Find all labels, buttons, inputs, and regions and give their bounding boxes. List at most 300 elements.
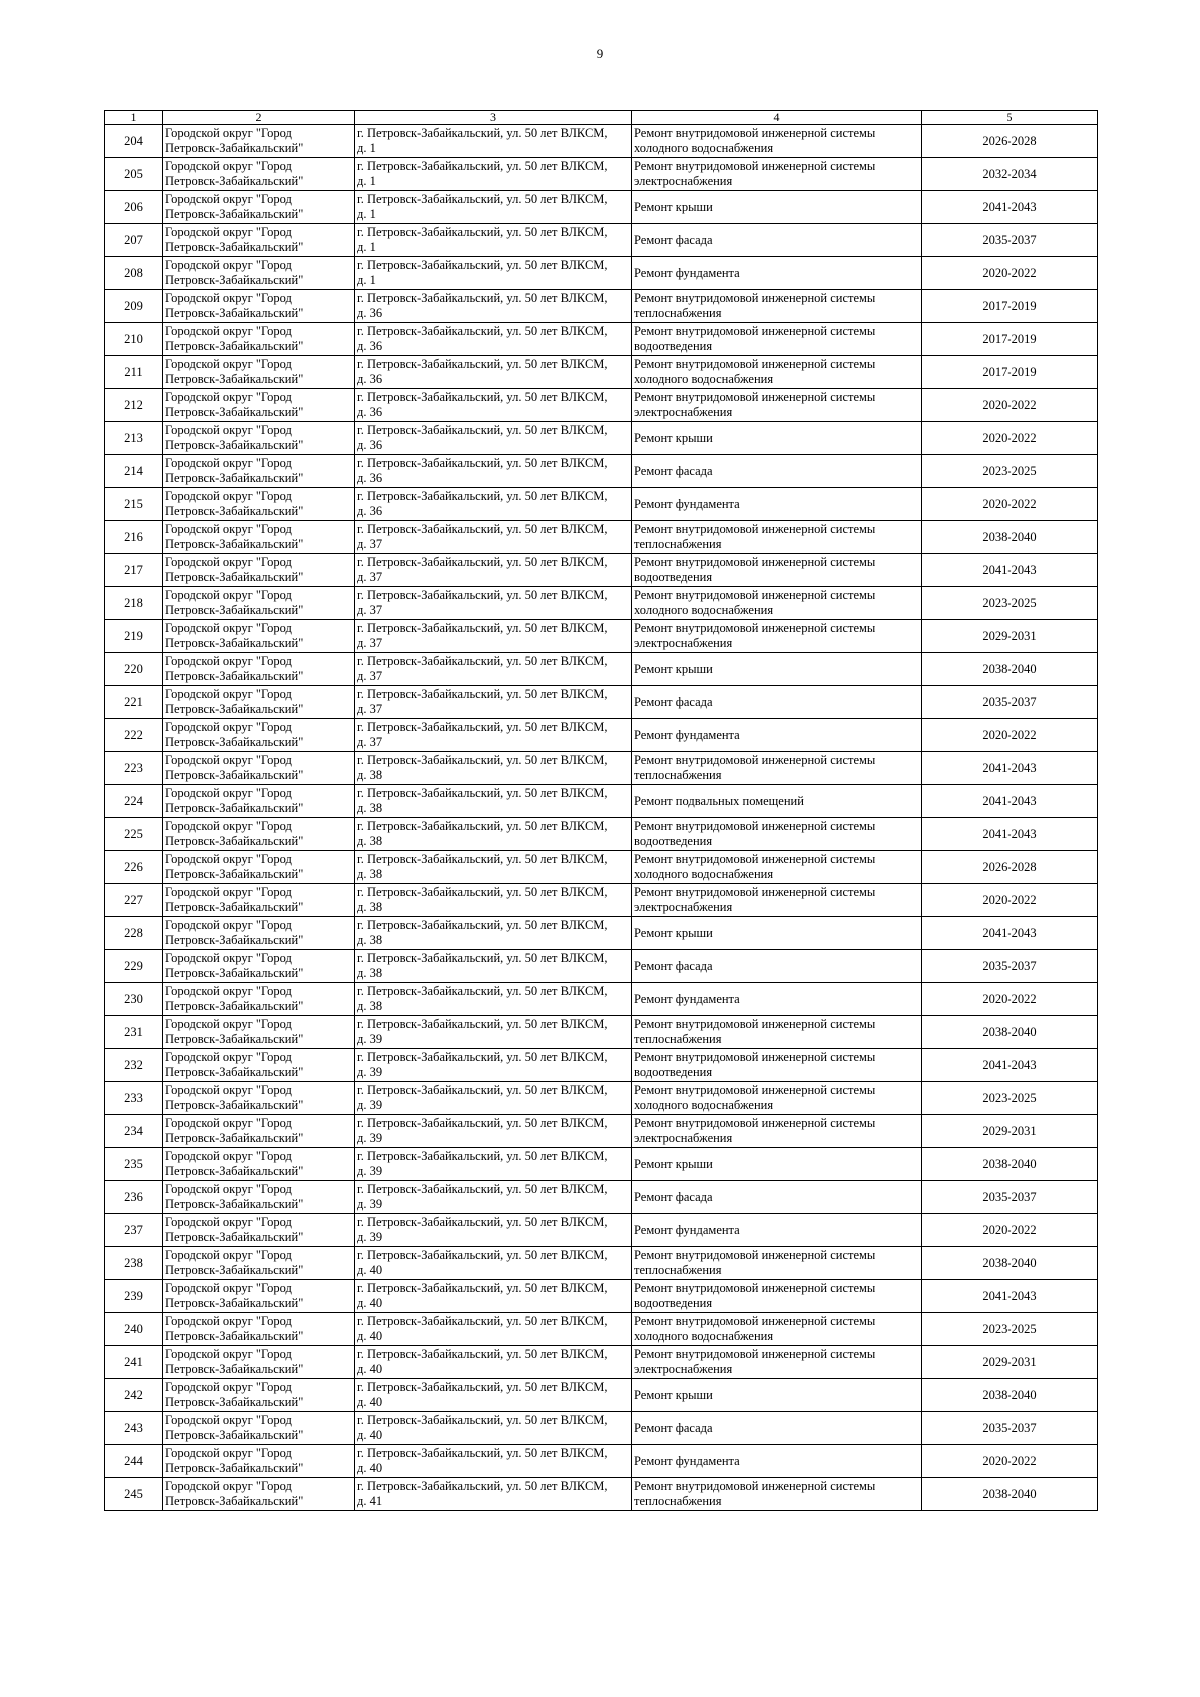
address-cell: [355, 785, 632, 818]
address-cell: [355, 1478, 632, 1511]
work-type-cell-line: Ремонт крыши: [634, 1387, 713, 1402]
work-type-cell: [632, 455, 922, 488]
municipality-cell-line: Петровск-Забайкальский": [165, 1230, 304, 1244]
address-cell-line: г. Петровск-Забайкальский, ул. 50 лет ВЛКСМ,: [357, 357, 608, 371]
work-type-cell-line: Ремонт внутридомовой инженерной системы: [634, 1248, 876, 1262]
municipality-cell: [163, 1478, 355, 1511]
work-type-cell: [632, 1280, 922, 1313]
address-cell: [355, 323, 632, 356]
municipality-cell-line: Петровск-Забайкальский": [165, 1329, 304, 1343]
address-cell: [355, 719, 632, 752]
table-row: [105, 191, 1098, 224]
table-row: [105, 1082, 1098, 1115]
address-cell: [355, 1016, 632, 1049]
municipality-cell-line: Петровск-Забайкальский": [165, 1395, 304, 1409]
municipality-cell-line: Городской округ "Город: [165, 324, 292, 338]
row-number: 223: [105, 752, 163, 785]
municipality-cell: [163, 1280, 355, 1313]
address-cell-line: д. 38: [357, 900, 383, 914]
address-cell: [355, 158, 632, 191]
address-cell-line: г. Петровск-Забайкальский, ул. 50 лет ВЛКСМ,: [357, 1215, 608, 1229]
table-row: [105, 1346, 1098, 1379]
address-cell-line: г. Петровск-Забайкальский, ул. 50 лет ВЛКСМ,: [357, 555, 608, 569]
column-header-4: 4: [632, 111, 922, 125]
work-type-cell-line: электроснабжения: [634, 174, 733, 188]
municipality-cell: [163, 1346, 355, 1379]
table-row: [105, 719, 1098, 752]
municipality-cell-line: Петровск-Забайкальский": [165, 1131, 304, 1145]
municipality-cell-line: Городской округ "Город: [165, 885, 292, 899]
work-type-cell: [632, 1115, 922, 1148]
period-cell: 2038-2040: [922, 1478, 1098, 1511]
work-type-cell-line: Ремонт внутридомовой инженерной системы: [634, 159, 876, 173]
municipality-cell-line: Городской округ "Город: [165, 456, 292, 470]
municipality-cell-line: Петровск-Забайкальский": [165, 339, 304, 353]
municipality-cell: [163, 488, 355, 521]
municipality-cell-line: Городской округ "Город: [165, 1182, 292, 1196]
municipality-cell-line: Петровск-Забайкальский": [165, 174, 304, 188]
table-row: [105, 455, 1098, 488]
address-cell: [355, 653, 632, 686]
municipality-cell-line: Петровск-Забайкальский": [165, 867, 304, 881]
column-header-1: 1: [105, 111, 163, 125]
address-cell-line: д. 38: [357, 867, 383, 881]
address-cell: [355, 389, 632, 422]
municipality-cell: [163, 1412, 355, 1445]
address-cell-line: д. 37: [357, 537, 383, 551]
row-number: 208: [105, 257, 163, 290]
address-cell-line: г. Петровск-Забайкальский, ул. 50 лет ВЛКСМ,: [357, 1281, 608, 1295]
address-cell: [355, 1412, 632, 1445]
work-type-cell: [632, 983, 922, 1016]
work-type-cell-line: электроснабжения: [634, 405, 733, 419]
row-number: 221: [105, 686, 163, 719]
row-number: 245: [105, 1478, 163, 1511]
period-cell: 2023-2025: [922, 587, 1098, 620]
municipality-cell-line: Городской округ "Город: [165, 951, 292, 965]
address-cell-line: д. 1: [357, 240, 376, 254]
row-number: 240: [105, 1313, 163, 1346]
address-cell-line: г. Петровск-Забайкальский, ул. 50 лет ВЛКСМ,: [357, 423, 608, 437]
period-cell: 2020-2022: [922, 422, 1098, 455]
address-cell: [355, 1280, 632, 1313]
address-cell-line: г. Петровск-Забайкальский, ул. 50 лет ВЛКСМ,: [357, 753, 608, 767]
address-cell: [355, 1115, 632, 1148]
municipality-cell-line: Петровск-Забайкальский": [165, 966, 304, 980]
table-row: [105, 290, 1098, 323]
work-type-cell-line: водоотведения: [634, 570, 713, 584]
address-cell-line: д. 37: [357, 669, 383, 683]
table-row: [105, 587, 1098, 620]
period-cell: 2041-2043: [922, 1049, 1098, 1082]
work-type-cell-line: Ремонт фасада: [634, 463, 713, 478]
municipality-cell-line: Городской округ "Город: [165, 588, 292, 602]
work-type-cell-line: Ремонт внутридомовой инженерной системы: [634, 852, 876, 866]
municipality-cell-line: Городской округ "Город: [165, 1479, 292, 1493]
municipality-cell-line: Петровск-Забайкальский": [165, 801, 304, 815]
municipality-cell-line: Городской округ "Город: [165, 126, 292, 140]
work-type-cell: [632, 257, 922, 290]
work-type-cell: [632, 1214, 922, 1247]
period-cell: 2017-2019: [922, 290, 1098, 323]
municipality-cell: [163, 191, 355, 224]
municipality-cell: [163, 257, 355, 290]
municipality-cell: [163, 653, 355, 686]
work-type-cell-line: Ремонт фасада: [634, 232, 713, 247]
work-type-cell: [632, 1049, 922, 1082]
row-number: 234: [105, 1115, 163, 1148]
work-type-cell: [632, 686, 922, 719]
row-number: 244: [105, 1445, 163, 1478]
work-type-cell-line: Ремонт внутридомовой инженерной системы: [634, 885, 876, 899]
address-cell-line: г. Петровск-Забайкальский, ул. 50 лет ВЛКСМ,: [357, 1314, 608, 1328]
address-cell-line: г. Петровск-Забайкальский, ул. 50 лет ВЛКСМ,: [357, 192, 608, 206]
work-type-cell-line: электроснабжения: [634, 636, 733, 650]
address-cell-line: д. 40: [357, 1296, 383, 1310]
municipality-cell-line: Петровск-Забайкальский": [165, 306, 304, 320]
column-header-3: 3: [355, 111, 632, 125]
address-cell-line: г. Петровск-Забайкальский, ул. 50 лет ВЛКСМ,: [357, 1446, 608, 1460]
table-row: [105, 389, 1098, 422]
row-number: 239: [105, 1280, 163, 1313]
work-type-cell: [632, 224, 922, 257]
municipality-cell-line: Городской округ "Город: [165, 1314, 292, 1328]
work-type-cell: [632, 1181, 922, 1214]
address-cell-line: г. Петровск-Забайкальский, ул. 50 лет ВЛКСМ,: [357, 1182, 608, 1196]
column-header-2: 2: [163, 111, 355, 125]
work-type-cell-line: Ремонт фасада: [634, 1420, 713, 1435]
work-type-cell-line: Ремонт фундамента: [634, 1453, 740, 1468]
municipality-cell: [163, 1247, 355, 1280]
address-cell-line: д. 41: [357, 1494, 383, 1508]
work-type-cell: [632, 1445, 922, 1478]
row-number: 237: [105, 1214, 163, 1247]
municipality-cell: [163, 554, 355, 587]
municipality-cell: [163, 1115, 355, 1148]
address-cell-line: д. 38: [357, 933, 383, 947]
work-type-cell-line: Ремонт фундамента: [634, 991, 740, 1006]
table-row: [105, 1115, 1098, 1148]
address-cell-line: г. Петровск-Забайкальский, ул. 50 лет ВЛКСМ,: [357, 720, 608, 734]
work-type-cell-line: Ремонт внутридомовой инженерной системы: [634, 1314, 876, 1328]
table-row: [105, 1148, 1098, 1181]
municipality-cell: [163, 1445, 355, 1478]
address-cell-line: д. 38: [357, 966, 383, 980]
address-cell: [355, 1313, 632, 1346]
row-number: 235: [105, 1148, 163, 1181]
address-cell-line: г. Петровск-Забайкальский, ул. 50 лет ВЛКСМ,: [357, 1380, 608, 1394]
address-cell-line: д. 40: [357, 1329, 383, 1343]
period-cell: 2041-2043: [922, 752, 1098, 785]
address-cell-line: д. 1: [357, 273, 376, 287]
address-cell-line: д. 36: [357, 372, 383, 386]
address-cell-line: г. Петровск-Забайкальский, ул. 50 лет ВЛКСМ,: [357, 1083, 608, 1097]
period-cell: 2029-2031: [922, 1346, 1098, 1379]
row-number: 216: [105, 521, 163, 554]
period-cell: 2035-2037: [922, 686, 1098, 719]
address-cell-line: д. 36: [357, 504, 383, 518]
work-type-cell: [632, 389, 922, 422]
period-cell: 2035-2037: [922, 224, 1098, 257]
address-cell-line: д. 39: [357, 1164, 383, 1178]
municipality-cell-line: Городской округ "Город: [165, 687, 292, 701]
work-type-cell-line: Ремонт внутридомовой инженерной системы: [634, 357, 876, 371]
work-type-cell: [632, 917, 922, 950]
table-row: [105, 323, 1098, 356]
municipality-cell: [163, 620, 355, 653]
municipality-cell-line: Городской округ "Город: [165, 1149, 292, 1163]
municipality-cell: [163, 1049, 355, 1082]
period-cell: 2020-2022: [922, 1445, 1098, 1478]
address-cell: [355, 1148, 632, 1181]
municipality-cell-line: Городской округ "Город: [165, 1050, 292, 1064]
work-type-cell-line: Ремонт фундамента: [634, 727, 740, 742]
address-cell-line: д. 37: [357, 570, 383, 584]
municipality-cell-line: Петровск-Забайкальский": [165, 933, 304, 947]
address-cell: [355, 620, 632, 653]
work-type-cell-line: водоотведения: [634, 1296, 713, 1310]
work-type-cell-line: холодного водоснабжения: [634, 867, 774, 881]
work-type-cell-line: Ремонт подвальных помещений: [634, 793, 804, 808]
municipality-cell-line: Городской округ "Город: [165, 1281, 292, 1295]
work-type-cell-line: холодного водоснабжения: [634, 603, 774, 617]
table-row: [105, 1049, 1098, 1082]
table-row: [105, 554, 1098, 587]
table-row: [105, 521, 1098, 554]
address-cell: [355, 983, 632, 1016]
municipality-cell-line: Петровск-Забайкальский": [165, 1032, 304, 1046]
address-cell: [355, 521, 632, 554]
municipality-cell: [163, 521, 355, 554]
table-row: [105, 1214, 1098, 1247]
period-cell: 2017-2019: [922, 356, 1098, 389]
address-cell-line: д. 37: [357, 603, 383, 617]
period-cell: 2023-2025: [922, 1313, 1098, 1346]
row-number: 231: [105, 1016, 163, 1049]
municipality-cell-line: Петровск-Забайкальский": [165, 570, 304, 584]
address-cell-line: г. Петровск-Забайкальский, ул. 50 лет ВЛКСМ,: [357, 1149, 608, 1163]
work-type-cell: [632, 1148, 922, 1181]
municipality-cell-line: Петровск-Забайкальский": [165, 1461, 304, 1475]
row-number: 241: [105, 1346, 163, 1379]
municipality-cell: [163, 290, 355, 323]
work-type-cell: [632, 191, 922, 224]
row-number: 233: [105, 1082, 163, 1115]
municipality-cell-line: Петровск-Забайкальский": [165, 636, 304, 650]
municipality-cell: [163, 884, 355, 917]
municipality-cell-line: Петровск-Забайкальский": [165, 1263, 304, 1277]
row-number: 217: [105, 554, 163, 587]
period-cell: 2041-2043: [922, 1280, 1098, 1313]
period-cell: 2023-2025: [922, 1082, 1098, 1115]
work-type-cell-line: теплоснабжения: [634, 1494, 722, 1508]
work-type-cell: [632, 488, 922, 521]
municipality-cell-line: Городской округ "Город: [165, 1017, 292, 1031]
table-row: [105, 1313, 1098, 1346]
period-cell: 2020-2022: [922, 884, 1098, 917]
municipality-cell-line: Петровск-Забайкальский": [165, 603, 304, 617]
period-cell: 2017-2019: [922, 323, 1098, 356]
work-type-cell: [632, 125, 922, 158]
work-type-cell-line: Ремонт крыши: [634, 925, 713, 940]
address-cell-line: г. Петровск-Забайкальский, ул. 50 лет ВЛКСМ,: [357, 984, 608, 998]
address-cell-line: г. Петровск-Забайкальский, ул. 50 лет ВЛКСМ,: [357, 456, 608, 470]
municipality-cell-line: Городской округ "Город: [165, 1116, 292, 1130]
municipality-cell-line: Петровск-Забайкальский": [165, 735, 304, 749]
municipality-cell: [163, 158, 355, 191]
address-cell: [355, 224, 632, 257]
address-cell-line: д. 1: [357, 207, 376, 221]
work-type-cell-line: Ремонт внутридомовой инженерной системы: [634, 126, 876, 140]
address-cell: [355, 818, 632, 851]
address-cell-line: г. Петровск-Забайкальский, ул. 50 лет ВЛКСМ,: [357, 918, 608, 932]
table-row: [105, 1280, 1098, 1313]
address-cell-line: д. 36: [357, 438, 383, 452]
address-cell-line: г. Петровск-Забайкальский, ул. 50 лет ВЛКСМ,: [357, 522, 608, 536]
table-row: [105, 125, 1098, 158]
table-row: [105, 1247, 1098, 1280]
table-row: [105, 653, 1098, 686]
municipality-cell-line: Петровск-Забайкальский": [165, 900, 304, 914]
row-number: 228: [105, 917, 163, 950]
page-number: 9: [596, 46, 604, 61]
column-number-row: [105, 111, 1098, 125]
address-cell-line: г. Петровск-Забайкальский, ул. 50 лет ВЛКСМ,: [357, 1248, 608, 1262]
municipality-cell-line: Городской округ "Город: [165, 1248, 292, 1262]
address-cell-line: г. Петровск-Забайкальский, ул. 50 лет ВЛКСМ,: [357, 1413, 608, 1427]
address-cell-line: г. Петровск-Забайкальский, ул. 50 лет ВЛКСМ,: [357, 126, 608, 140]
table-row: [105, 488, 1098, 521]
municipality-cell-line: Петровск-Забайкальский": [165, 240, 304, 254]
address-cell: [355, 488, 632, 521]
work-type-cell-line: Ремонт внутридомовой инженерной системы: [634, 1281, 876, 1295]
table-row: [105, 818, 1098, 851]
table-row: [105, 950, 1098, 983]
address-cell-line: г. Петровск-Забайкальский, ул. 50 лет ВЛКСМ,: [357, 291, 608, 305]
municipality-cell: [163, 851, 355, 884]
work-type-cell-line: Ремонт фундамента: [634, 265, 740, 280]
municipality-cell-line: Городской округ "Город: [165, 1083, 292, 1097]
work-type-cell-line: Ремонт крыши: [634, 1156, 713, 1171]
address-cell-line: д. 36: [357, 306, 383, 320]
row-number: 210: [105, 323, 163, 356]
table-row: [105, 1181, 1098, 1214]
municipality-cell-line: Городской округ "Город: [165, 159, 292, 173]
municipality-cell: [163, 785, 355, 818]
municipality-cell-line: Петровск-Забайкальский": [165, 1197, 304, 1211]
address-cell: [355, 752, 632, 785]
municipality-cell: [163, 422, 355, 455]
address-cell: [355, 1082, 632, 1115]
work-type-cell-line: теплоснабжения: [634, 1263, 722, 1277]
municipality-cell: [163, 224, 355, 257]
address-cell: [355, 422, 632, 455]
column-header-5: 5: [922, 111, 1098, 125]
table-row: [105, 785, 1098, 818]
row-number: 209: [105, 290, 163, 323]
municipality-cell: [163, 356, 355, 389]
municipality-cell-line: Петровск-Забайкальский": [165, 1065, 304, 1079]
address-cell: [355, 1181, 632, 1214]
work-type-cell: [632, 1082, 922, 1115]
work-type-cell: [632, 719, 922, 752]
municipality-cell-line: Петровск-Забайкальский": [165, 372, 304, 386]
address-cell: [355, 191, 632, 224]
municipality-cell-line: Петровск-Забайкальский": [165, 471, 304, 485]
address-cell-line: д. 40: [357, 1428, 383, 1442]
address-cell-line: г. Петровск-Забайкальский, ул. 50 лет ВЛКСМ,: [357, 225, 608, 239]
work-type-cell-line: Ремонт фундамента: [634, 1222, 740, 1237]
municipality-cell-line: Городской округ "Город: [165, 918, 292, 932]
work-type-cell-line: электроснабжения: [634, 1362, 733, 1376]
work-type-cell-line: холодного водоснабжения: [634, 1098, 774, 1112]
work-type-cell: [632, 1016, 922, 1049]
table-row: [105, 983, 1098, 1016]
period-cell: 2032-2034: [922, 158, 1098, 191]
work-type-cell: [632, 620, 922, 653]
address-cell-line: д. 39: [357, 1230, 383, 1244]
work-type-cell-line: холодного водоснабжения: [634, 1329, 774, 1343]
municipality-cell-line: Петровск-Забайкальский": [165, 273, 304, 287]
work-type-cell-line: Ремонт фасада: [634, 1189, 713, 1204]
address-cell-line: г. Петровск-Забайкальский, ул. 50 лет ВЛКСМ,: [357, 324, 608, 338]
work-type-cell: [632, 1412, 922, 1445]
table-row: [105, 884, 1098, 917]
row-number: 222: [105, 719, 163, 752]
municipality-cell-line: Петровск-Забайкальский": [165, 405, 304, 419]
table-row: [105, 686, 1098, 719]
address-cell: [355, 125, 632, 158]
work-type-cell: [632, 554, 922, 587]
municipality-cell-line: Городской округ "Город: [165, 1347, 292, 1361]
address-cell: [355, 1247, 632, 1280]
municipality-cell-line: Петровск-Забайкальский": [165, 1098, 304, 1112]
address-cell: [355, 257, 632, 290]
municipality-cell: [163, 125, 355, 158]
work-type-cell-line: Ремонт внутридомовой инженерной системы: [634, 1083, 876, 1097]
address-cell-line: г. Петровск-Забайкальский, ул. 50 лет ВЛКСМ,: [357, 951, 608, 965]
municipality-cell: [163, 950, 355, 983]
address-cell: [355, 851, 632, 884]
municipality-cell: [163, 1148, 355, 1181]
address-cell-line: д. 1: [357, 141, 376, 155]
municipality-cell: [163, 1214, 355, 1247]
address-cell: [355, 1346, 632, 1379]
municipality-cell: [163, 917, 355, 950]
address-cell-line: д. 37: [357, 636, 383, 650]
work-type-cell-line: Ремонт фундамента: [634, 496, 740, 511]
work-type-cell-line: теплоснабжения: [634, 768, 722, 782]
address-cell-line: д. 40: [357, 1395, 383, 1409]
municipality-cell-line: Городской округ "Город: [165, 555, 292, 569]
row-number: 243: [105, 1412, 163, 1445]
address-cell-line: д. 38: [357, 834, 383, 848]
row-number: 212: [105, 389, 163, 422]
period-cell: 2041-2043: [922, 191, 1098, 224]
table-row: [105, 851, 1098, 884]
row-number: 229: [105, 950, 163, 983]
address-cell-line: д. 39: [357, 1032, 383, 1046]
period-cell: 2029-2031: [922, 1115, 1098, 1148]
address-cell-line: г. Петровск-Забайкальский, ул. 50 лет ВЛКСМ,: [357, 1050, 608, 1064]
work-type-cell: [632, 884, 922, 917]
address-cell-line: г. Петровск-Забайкальский, ул. 50 лет ВЛКСМ,: [357, 258, 608, 272]
row-number: 204: [105, 125, 163, 158]
address-cell-line: г. Петровск-Забайкальский, ул. 50 лет ВЛКСМ,: [357, 885, 608, 899]
municipality-cell-line: Петровск-Забайкальский": [165, 1494, 304, 1508]
work-type-cell: [632, 818, 922, 851]
address-cell-line: г. Петровск-Забайкальский, ул. 50 лет ВЛКСМ,: [357, 621, 608, 635]
